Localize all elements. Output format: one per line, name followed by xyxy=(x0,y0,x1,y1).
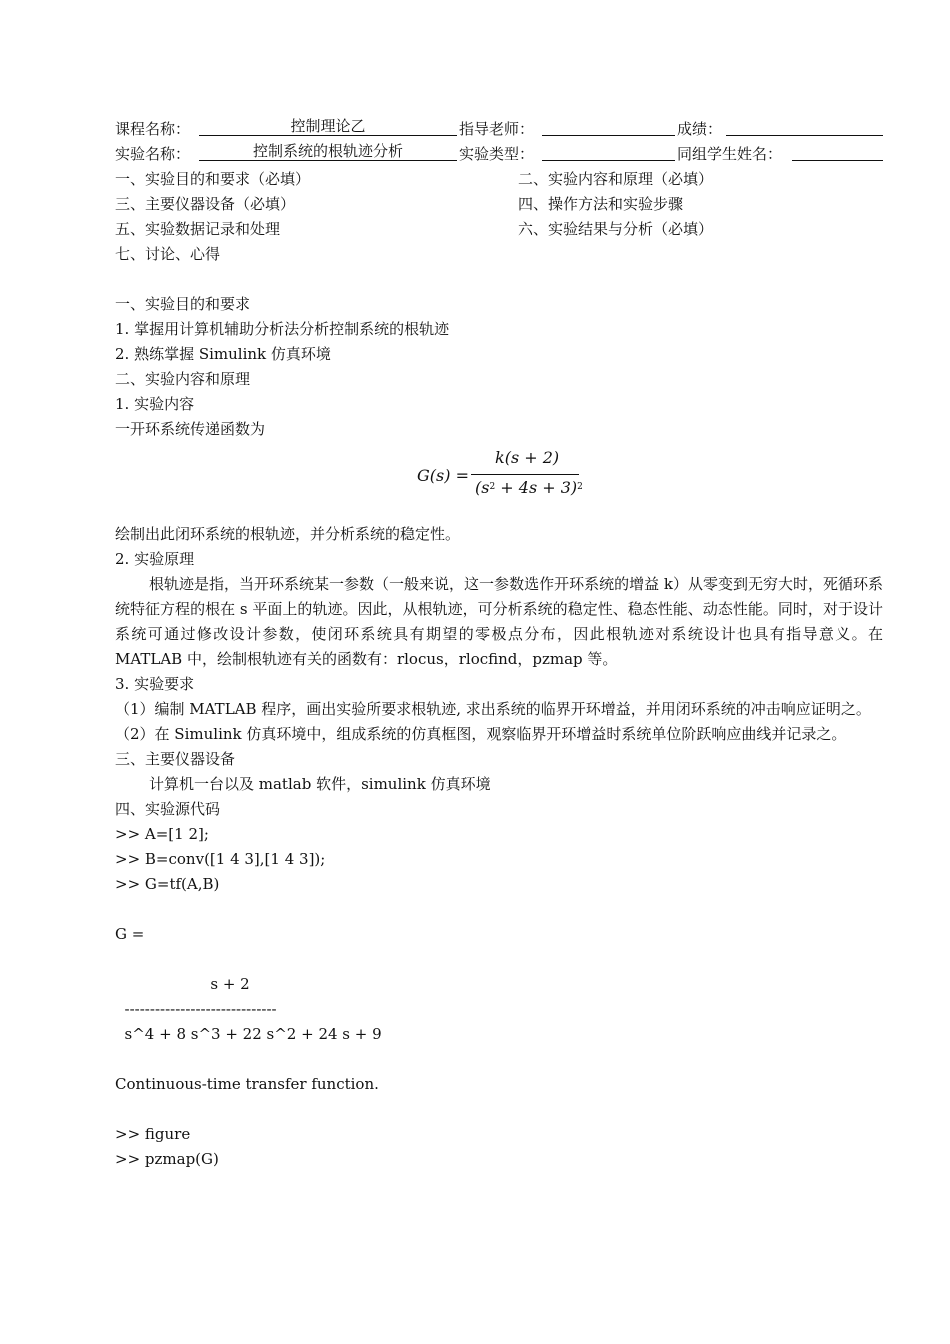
header-row-1 xyxy=(115,117,883,142)
code-line: >> figure xyxy=(115,1125,191,1143)
section-4-title: 四、实验源代码 xyxy=(115,800,221,818)
outline-row xyxy=(115,192,883,217)
code-line: >> B=conv([1 4 3],[1 4 3]); xyxy=(115,850,326,868)
section-2-intro: 一开环系统传递函数为 xyxy=(115,420,266,438)
formula-den-part-a: (s xyxy=(475,478,490,497)
section-2-task: 绘制出此闭环系统的根轨迹，并分析系统的稳定性。 xyxy=(115,525,461,543)
formula-den-square: 2 xyxy=(489,482,496,492)
section-3-title: 三、主要仪器设备 xyxy=(115,750,236,768)
section-1-title: 一、实验目的和要求 xyxy=(115,295,251,313)
section-2-sub1: 1. 实验内容 xyxy=(115,395,195,413)
code-line xyxy=(115,1097,883,1122)
transfer-function-formula xyxy=(115,448,883,508)
code-line: >> G=tf(A,B) xyxy=(115,875,220,893)
formula-den-part-b: + 4s + 3) xyxy=(495,478,578,497)
outline-item: 五、实验数据记录和处理 xyxy=(115,220,281,238)
header-row-2 xyxy=(115,142,883,167)
experiment-value: 控制系统的根轨迹分析 xyxy=(199,142,457,161)
outline-item: 四、操作方法和实验步骤 xyxy=(518,195,684,213)
section-2-principle: 根轨迹是指，当开环系统某一参数（一般来说，这一参数选作开环系统的增益 k）从零变到无穷大时，死循环系统特征方程的根在 s 平面上的轨迹。因此，从根轨迹，可分析系统的稳定性、稳态性能、动态性能。同时，对于设计系统可通过修改设计参数，使闭环系统具有期望的零极点分布，因此根轨迹对系统设计也具有指导意义。在 MATLAB 中，绘制根轨迹有关的函数有：rlocus，rlocfind，pzmap 等。 xyxy=(115,575,883,668)
outline-item: 六、实验结果与分析（必填） xyxy=(518,220,714,238)
teacher-label: 指导老师： xyxy=(459,120,535,138)
score-label: 成绩： xyxy=(677,120,723,138)
code-line: >> pzmap(G) xyxy=(115,1150,219,1168)
section-2-sub3: 3. 实验要求 xyxy=(115,675,195,693)
course-label: 课程名称： xyxy=(115,120,191,138)
code-line: s + 2 xyxy=(115,975,250,993)
code-line xyxy=(115,947,883,972)
outline-item: 一、实验目的和要求（必填） xyxy=(115,170,311,188)
section-2-requirement-1: （1）编制 MATLAB 程序，画出实验所要求根轨迹, 求出系统的临界开环增益，并用闭环系统的冲击响应证明之。 xyxy=(115,700,871,718)
type-value xyxy=(542,142,675,161)
section-3-text: 计算机一台以及 matlab 软件，simulink 仿真环境 xyxy=(149,775,491,793)
code-line: G = xyxy=(115,925,145,943)
section-1-item: 1. 掌握用计算机辅助分析法分析控制系统的根轨迹 xyxy=(115,320,450,338)
code-line: >> A=[1 2]; xyxy=(115,825,209,843)
code-line: ------------------------------ xyxy=(115,1000,277,1018)
section-1-item: 2. 熟练掌握 Simulink 仿真环境 xyxy=(115,345,331,363)
code-line xyxy=(115,1047,883,1072)
partner-label: 同组学生姓名： xyxy=(677,145,783,163)
code-line: Continuous-time transfer function. xyxy=(115,1075,379,1093)
section-2-requirement-2: （2）在 Simulink 仿真环境中，组成系统的仿真框图，观察临界开环增益时系统单位阶跃响应曲线并记录之。 xyxy=(115,725,847,743)
outline-item: 三、主要仪器设备（必填） xyxy=(115,195,296,213)
formula-numerator: k(s + 2) xyxy=(495,448,560,467)
outline-item: 七、讨论、心得 xyxy=(115,245,221,263)
course-value: 控制理论乙 xyxy=(199,117,457,136)
teacher-value xyxy=(542,117,675,136)
outline-row xyxy=(115,217,883,242)
outline-row xyxy=(115,167,883,192)
experiment-label: 实验名称： xyxy=(115,145,191,163)
partner-value xyxy=(792,142,883,161)
section-2-title: 二、实验内容和原理 xyxy=(115,370,251,388)
code-line: s^4 + 8 s^3 + 22 s^2 + 24 s + 9 xyxy=(115,1025,382,1043)
formula-denominator xyxy=(475,478,583,497)
formula-lhs: G(s) = xyxy=(417,466,469,485)
type-label: 实验类型： xyxy=(459,145,535,163)
section-2-sub2: 2. 实验原理 xyxy=(115,550,195,568)
outline-item: 二、实验内容和原理（必填） xyxy=(518,170,714,188)
document-page xyxy=(115,117,883,1172)
score-value xyxy=(726,117,883,136)
formula-den-exp: 2 xyxy=(577,482,583,492)
formula-fraction-bar xyxy=(471,474,579,475)
code-line xyxy=(115,897,883,922)
